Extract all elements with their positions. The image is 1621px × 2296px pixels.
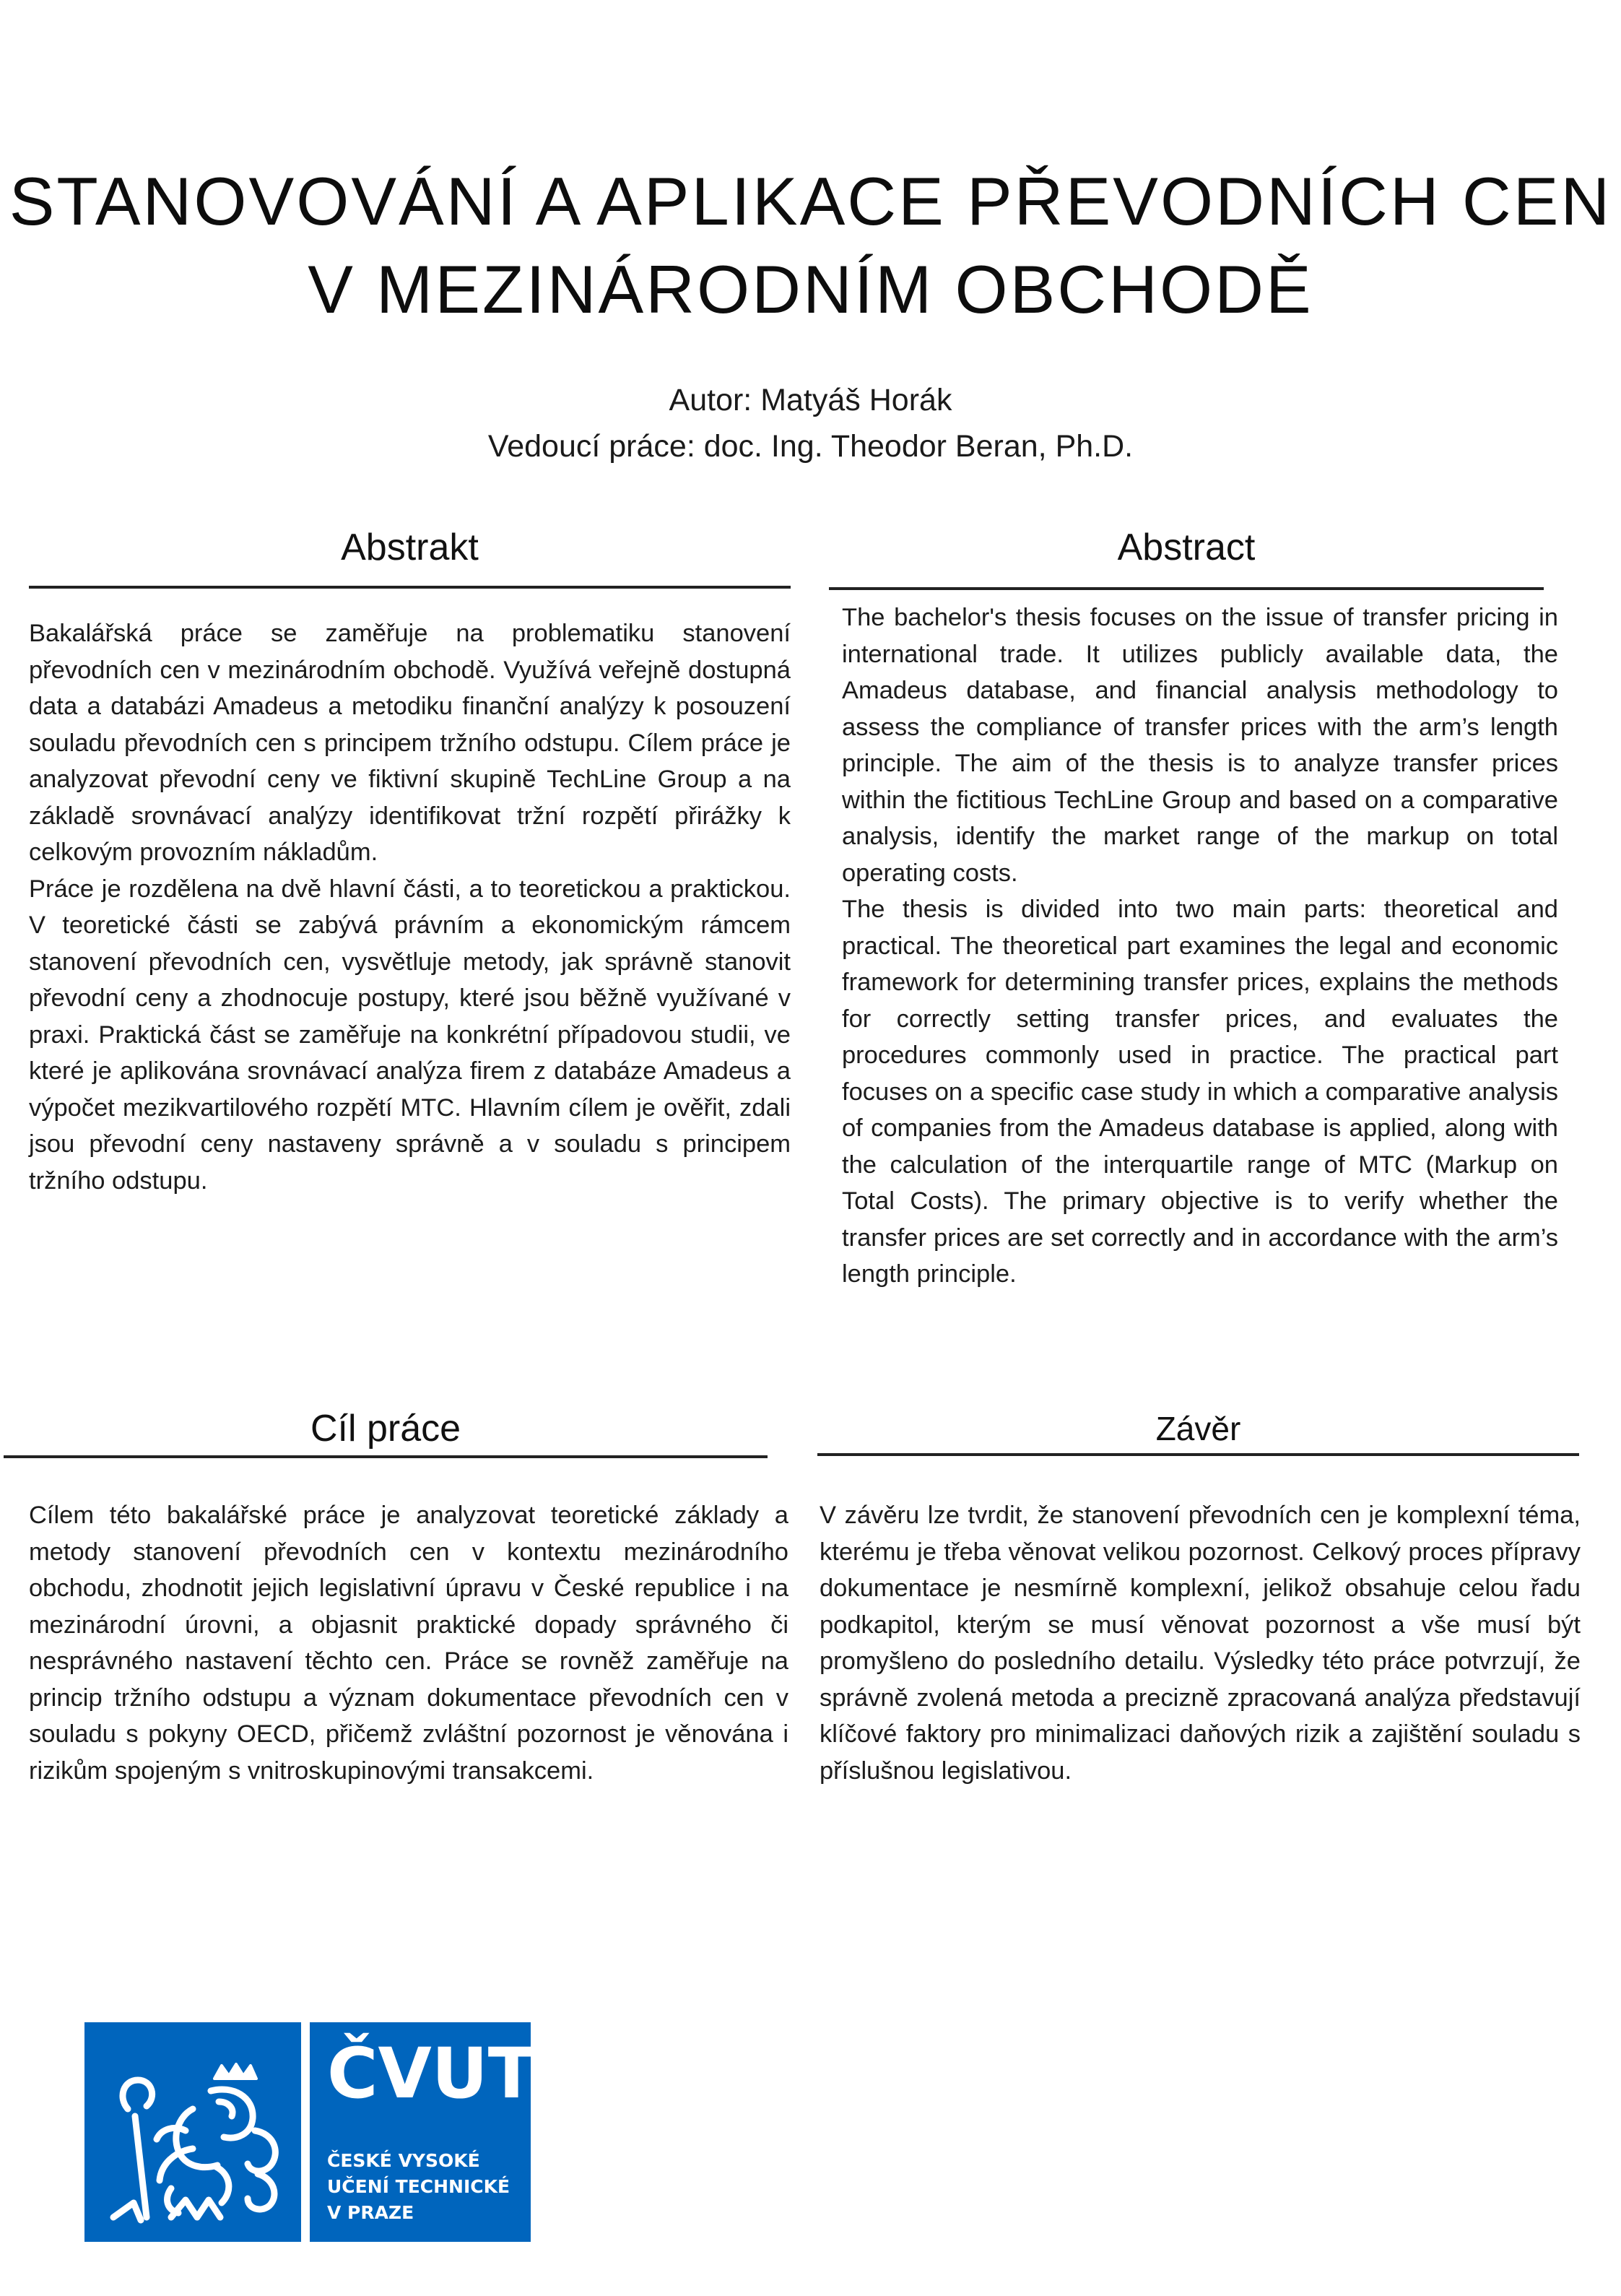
zaver-text xyxy=(820,1497,1581,1789)
cvut-wordmark: ČVUT xyxy=(327,2033,531,2114)
cvut-logo xyxy=(84,2022,531,2242)
abstrakt-divider xyxy=(29,586,791,589)
abstract-heading: Abstract xyxy=(1117,527,1256,568)
abstrakt-text xyxy=(29,615,791,1199)
supervisor-name: Vedoucí práce: doc. Ing. Theodor Beran, Ph.D. xyxy=(487,429,1134,464)
zaver-paragraph: V závěru lze tvrdit, že stanovení převodních cen je komplexní téma, kterému je třeba věnovat velikou pozornost. Celkový proces přípravy dokumentace je nesmírně komplexní, jelikož obsahuje celou řadu podkapitol, kterým se musí věnovat pozornost a vše musí být promyšleno do posledního detailu. Výsledky této práce potvrzují, že správně zvolená metoda a precizně zpracovaná analýza představují klíčové faktory pro minimalizaci daňových rizik a zajištění souladu s příslušnou legislativou. xyxy=(820,1502,1581,1785)
zaver-divider xyxy=(817,1453,1579,1456)
abstract-text xyxy=(842,599,1558,1293)
abstrakt-heading: Abstrakt xyxy=(341,527,479,568)
title-line-2: V MEZINÁRODNÍM OBCHODĚ xyxy=(308,251,1313,327)
author-block xyxy=(0,377,1621,469)
page-title xyxy=(0,157,1621,334)
logo-line-3: V PRAZE xyxy=(327,2202,414,2223)
cil-divider xyxy=(4,1455,768,1458)
cil-paragraph: Cílem této bakalářské práce je analyzovat teoretické základy a metody stanovení převodních cen v kontextu mezinárodního obchodu, zhodnotit jejich legislativní úpravu v České republice i na mezinárodní úrovni, a objasnit praktické dopady správného či nesprávného nastavení těchto cen. Práce se rovněž zaměřuje na princip tržního odstupu a význam dokumentace převodních cen v souladu s pokyny OECD, přičemž zvláštní pozornost je věnována i rizikům spojeným s vnitroskupinovými transakcemi. xyxy=(29,1502,788,1785)
abstrakt-paragraph: Práce je rozdělena na dvě hlavní části, a to teoretickou a praktickou. V teoretické části se zabývá právním a ekonomickým rámcem stanovení převodních cen, vysvětluje metody, jak správně stanovit převodní ceny a zhodnocuje postupy, které jsou běžně využívané v praxi. Praktická část se zaměřuje na konkrétní případovou studii, ve které je aplikována srovnávací analýza firem z databáze Amadeus a výpočet mezikvartilového rozpětí MTC. Hlavním cílem je ověřit, zdali jsou převodní ceny nastaveny správně a v souladu s principem tržního odstupu. xyxy=(29,875,791,1195)
author-name: Autor: Matyáš Horák xyxy=(669,383,952,417)
logo-line-1: ČESKÉ VYSOKÉ xyxy=(327,2150,480,2171)
abstract-paragraph: The bachelor's thesis focuses on the issue of transfer pricing in international trade. It utilizes publicly available data, the Amadeus database, and financial analysis methodology to assess the compliance of transfer prices with the arm’s length principle. The aim of the thesis is to analyze transfer prices within the fictitious TechLine Group and based on a comparative analysis, identify the market range of the markup on total operating costs. xyxy=(842,604,1558,887)
zaver-heading: Závěr xyxy=(1155,1410,1241,1447)
abstract-divider xyxy=(829,587,1544,590)
cil-text xyxy=(29,1497,788,1789)
abstract-paragraph: The thesis is divided into two main parts: theoretical and practical. The theoretical part examines the legal and economic framework for determining transfer prices, explains the methods for correctly setting transfer prices, and evaluates the procedures commonly used in practice. The practical part focuses on a specific case study in which a comparative analysis of companies from the Amadeus database is applied, along with the calculation of the interquartile range of MTC (Markup on Total Costs). The primary objective is to verify whether the transfer prices are set correctly and in accordance with the arm’s length principle. xyxy=(842,896,1558,1288)
cvut-logo-graphic xyxy=(84,2022,531,2242)
logo-line-2: UČENÍ TECHNICKÉ xyxy=(327,2176,510,2197)
title-line-1: STANOVOVÁNÍ A APLIKACE PŘEVODNÍCH CEN xyxy=(9,163,1612,239)
cil-heading: Cíl práce xyxy=(310,1408,461,1450)
abstrakt-paragraph: Bakalářská práce se zaměřuje na problematiku stanovení převodních cen v mezinárodním obchodě. Využívá veřejně dostupná data a databázi Amadeus a metodiku finanční analýzy k posouzení souladu převodních cen s principem tržního odstupu. Cílem práce je analyzovat převodní ceny ve fiktivní skupině TechLine Group a na základě srovnávací analýzy identifikovat tržní rozpětí přirážky k celkovým provozním nákladům. xyxy=(29,620,791,866)
